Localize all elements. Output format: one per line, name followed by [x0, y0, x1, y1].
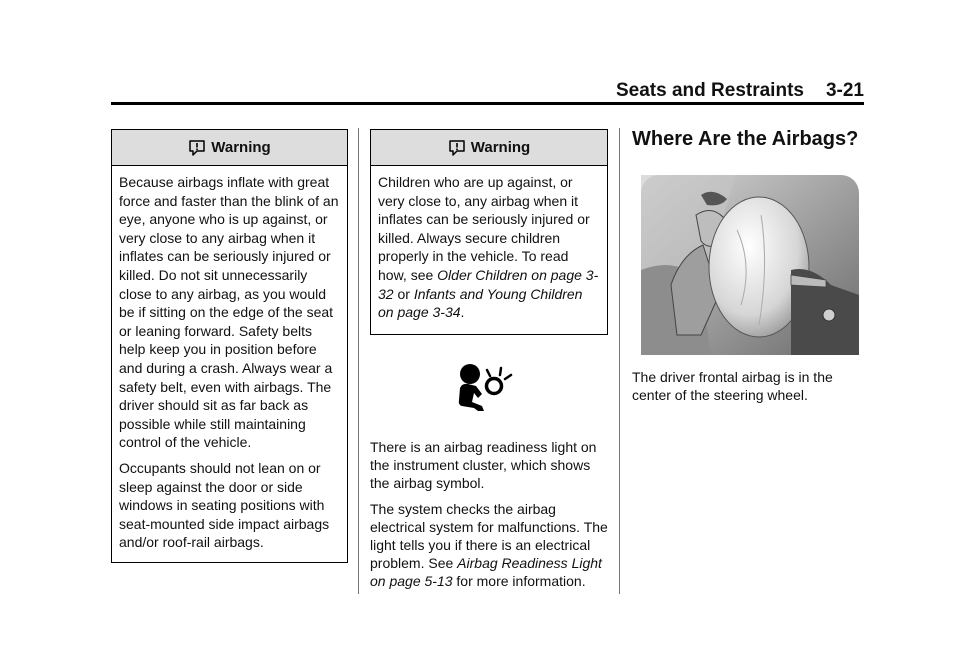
readiness-light-text: There is an airbag readiness light on the instrument cluster, which shows the airbag symbol. [370, 439, 597, 491]
warning-para-1: Because airbags inflate with great force and faster than the blink of an eye, anyone who is up against, or very close to any airbag when it inflates can be seriously injured or killed. Do not sit unnecessarily close to any airbag, as you would be if sitting on the edge of the seat or leaning forward. Safety belts help keep you in position before and during a crash. Always wear a safety belt, even with airbags. The driver should sit as far back as possible while still maintaining control of the vehicle. [119, 174, 339, 451]
header-rule [111, 102, 864, 105]
column-2-text [370, 438, 610, 598]
warning-body [371, 166, 607, 334]
column-divider-1 [358, 128, 359, 594]
system-check-text: The system checks the airbag electrical system for malfunctions. The light tells you if there is an electrical problem. See Airbag Readiness Light on page 5-13 for more information. [370, 501, 608, 589]
warning-icon [448, 139, 466, 157]
warning-box-1 [111, 129, 348, 563]
page-header [616, 80, 864, 102]
warning-title: Warning [470, 139, 531, 156]
warning-header [371, 130, 607, 166]
link-older-children[interactable]: Older Children on page 3-32 [378, 266, 599, 302]
column-divider-2 [619, 128, 620, 594]
section-title: Seats and Restraints [616, 80, 804, 101]
airbag-symbol-icon [454, 362, 518, 412]
warning-title: Warning [211, 139, 271, 156]
warning-para-2: Occupants should not lean on or sleep against the door or side windows in seating positions with seat-mounted side impact airbags and/or roof-rail airbags. [119, 459, 330, 551]
column-3-text [632, 368, 862, 412]
link-infants-young-children[interactable]: Infants and Young Children on page 3-34 [378, 285, 583, 321]
link-airbag-readiness-light[interactable]: Airbag Readiness Light on page 5-13 [370, 555, 602, 589]
warning-icon [188, 139, 206, 157]
warning-body [112, 166, 347, 562]
driver-airbag-illustration [641, 175, 859, 355]
airbag-caption: The driver frontal airbag is in the center of the steering wheel. [632, 369, 833, 403]
section-heading: Where Are the Airbags? [632, 128, 859, 150]
warning-header [112, 130, 347, 166]
warning-box-2 [370, 129, 608, 335]
page-number: 3-21 [825, 80, 864, 101]
warning-text: Children who are up against, or very close to, any airbag when it inflates can be seriously injured or killed. Always secure children properly in the vehicle. To read how, see Older Children on page 3-32 or Infants and Young Children on page 3-34. [378, 174, 599, 321]
